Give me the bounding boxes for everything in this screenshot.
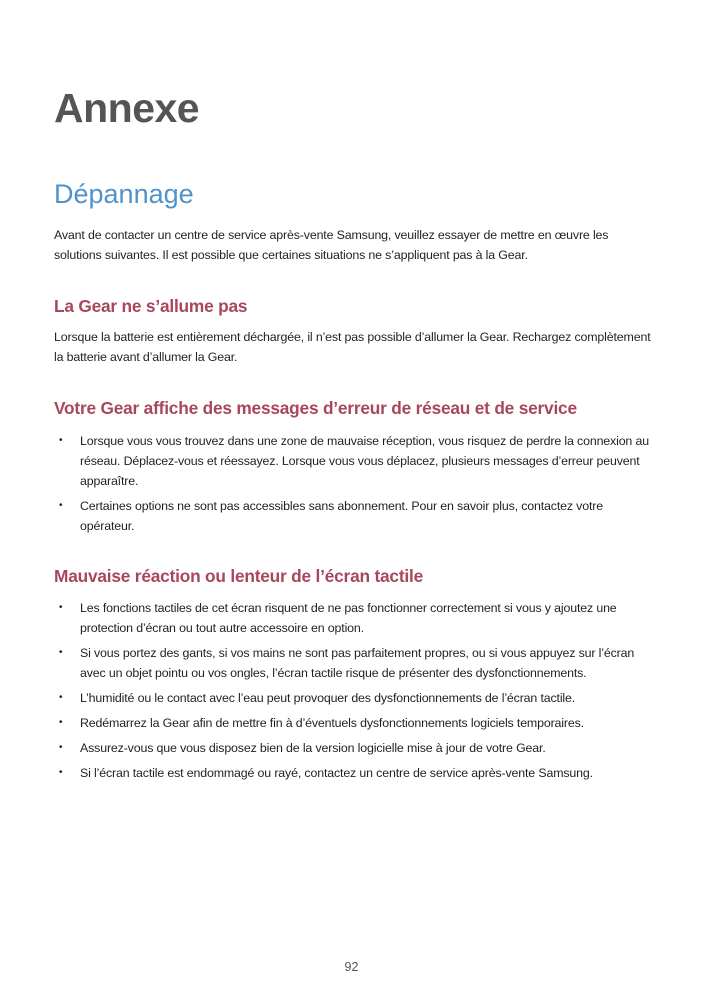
touchscreen-bullet-list: [54, 598, 654, 788]
bullet-icon: •: [59, 742, 63, 753]
bullet-icon: •: [59, 767, 63, 778]
list-item-text: Lorsque vous vous trouvez dans une zone de mauvaise réception, vous risquez de perdre la connexion au réseau. Déplacez-vous et réessayez. Lorsque vous vous déplacez, plusieurs messages d’erreur peuvent apparaître.: [80, 434, 649, 488]
list-item: [54, 763, 654, 783]
list-item-text: Si vous portez des gants, si vos mains ne sont pas parfaitement propres, ou si vous appuyez sur l’écran avec un objet pointu ou vos ongles, l’écran tactile risque de présenter des dysfonctionnements.: [80, 646, 635, 680]
bullet-icon: •: [59, 435, 63, 446]
list-item-text: Assurez-vous que vous disposez bien de la version logicielle mise à jour de votre Gear.: [80, 741, 546, 755]
list-item-text: Certaines options ne sont pas accessibles sans abonnement. Pour en savoir plus, contactez votre opérateur.: [80, 499, 603, 533]
list-item: [54, 738, 654, 758]
topic-heading-touchscreen: Mauvaise réaction ou lenteur de l’écran tactile: [54, 566, 423, 586]
list-item: [54, 496, 654, 536]
list-item-text: L’humidité ou le contact avec l’eau peut provoquer des dysfonctionnements de l’écran tactile.: [80, 691, 576, 705]
list-item-text: Redémarrez la Gear afin de mettre fin à d’éventuels dysfonctionnements logiciels temporaires.: [80, 716, 584, 730]
section-intro: Avant de contacter un centre de service après-vente Samsung, veuillez essayer de mettre en œuvre les solutions suivantes. Il est possible que certaines situations ne s’appliquent pas à la Gear.: [54, 228, 609, 262]
bullet-icon: •: [59, 717, 63, 728]
section-title: Dépannage: [54, 179, 194, 209]
bullet-icon: •: [59, 647, 63, 658]
chapter-title: Annexe: [54, 85, 200, 131]
list-item: [54, 598, 654, 638]
list-item: [54, 688, 654, 708]
bullet-icon: •: [59, 692, 63, 703]
list-item-text: Si l’écran tactile est endommagé ou rayé, contactez un centre de service après-vente Samsung.: [80, 766, 593, 780]
list-item-text: Les fonctions tactiles de cet écran risquent de ne pas fonctionner correctement si vous y ajoutez une protection d’écran ou tout autre accessoire en option.: [80, 601, 617, 635]
page-number: 92: [344, 960, 359, 974]
list-item: [54, 643, 654, 683]
topic-heading-power: La Gear ne s’allume pas: [54, 296, 248, 316]
bullet-icon: •: [59, 602, 63, 613]
bullet-icon: •: [59, 500, 63, 511]
topic-paragraph-power: Lorsque la batterie est entièrement déchargée, il n’est pas possible d’allumer la Gear. Rechargez complètement la batterie avant d’allumer la Gear.: [54, 330, 651, 364]
network-bullet-list: [54, 431, 654, 541]
topic-heading-network: Votre Gear affiche des messages d’erreur de réseau et de service: [54, 398, 577, 418]
list-item: [54, 713, 654, 733]
list-item: [54, 431, 654, 491]
